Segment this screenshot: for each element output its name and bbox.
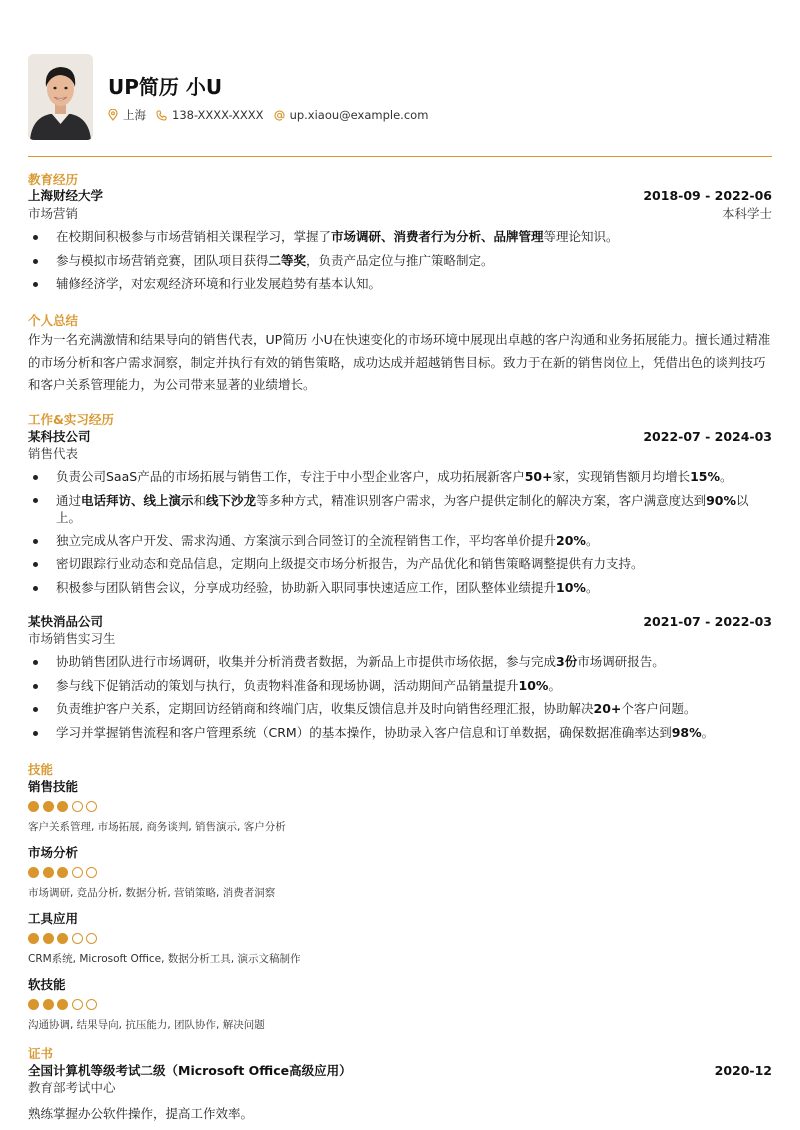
phone-text: 138-XXXX-XXXX [172, 108, 264, 122]
skill-dot-filled [28, 801, 39, 812]
certificate-description: 熟练掌握办公软件操作，提高工作效率。 [28, 1106, 254, 1121]
list-item: 在校期间积极参与市场营销相关课程学习，掌握了市场调研、消费者行为分析、品牌管理等理论知识。 [28, 225, 772, 249]
skill-dot-empty [86, 801, 97, 812]
contact-phone [156, 108, 264, 122]
list-item: 协助销售团队进行市场调研，收集并分析消费者数据，为新品上市提供市场依据，参与完成3份市场调研报告。 [28, 650, 772, 674]
skill-name: 软技能 [28, 977, 66, 992]
list-item: 负责公司SaaS产品的市场拓展与销售工作，专注于中小型企业客户，成功拓展新客户50+家，实现销售额月均增长15%。 [28, 465, 772, 489]
skill-dot-filled [43, 999, 54, 1010]
certificate-name: 全国计算机等级考试二级（Microsoft Office高级应用） [28, 1063, 352, 1078]
certificate-date: 2020-12 [714, 1063, 772, 1078]
skill-dot-empty [86, 933, 97, 944]
job-role: 销售代表 [28, 446, 79, 461]
certificate-issuer: 教育部考试中心 [28, 1080, 116, 1095]
skill-dot-filled [43, 801, 54, 812]
job-bullets [28, 465, 772, 599]
skill-detail: CRM系统, Microsoft Office, 数据分析工具, 演示文稿制作 [28, 953, 301, 965]
skill-dot-empty [72, 801, 83, 812]
skill-detail: 客户关系管理, 市场拓展, 商务谈判, 销售演示, 客户分析 [28, 821, 286, 833]
job-role: 市场销售实习生 [28, 631, 116, 646]
skill-level-dots [28, 933, 101, 945]
list-item: 参与模拟市场营销竞赛，团队项目获得二等奖，负责产品定位与推广策略制定。 [28, 249, 772, 273]
resume-header [28, 54, 772, 144]
avatar [28, 54, 93, 140]
contact-info [108, 106, 438, 124]
candidate-name: UP简历 小U [108, 75, 223, 99]
skill-dot-empty [72, 867, 83, 878]
skill-level-dots [28, 867, 101, 879]
portrait-photo-icon [28, 54, 93, 140]
skill-dot-filled [28, 867, 39, 878]
map-pin-icon [108, 109, 118, 121]
skill-dot-empty [86, 999, 97, 1010]
education-degree: 本科学士 [721, 206, 772, 221]
list-item: 辅修经济学，对宏观经济环境和行业发展趋势有基本认知。 [28, 272, 772, 296]
skill-level-dots [28, 801, 101, 813]
education-bullets [28, 225, 772, 296]
company-name: 某科技公司 [28, 429, 91, 444]
location-text: 上海 [123, 108, 146, 122]
list-item: 积极参与团队销售会议，分享成功经验，协助新入职同事快速适应工作，团队整体业绩提升10%。 [28, 576, 772, 600]
school-name: 上海财经大学 [28, 188, 104, 203]
job-date: 2021-07 - 2022-03 [643, 614, 772, 629]
skill-detail: 沟通协调, 结果导向, 抗压能力, 团队协作, 解决问题 [28, 1019, 265, 1031]
education-date: 2018-09 - 2022-06 [643, 188, 772, 203]
section-title-work: 工作&实习经历 [28, 412, 114, 427]
at-sign-icon [274, 110, 285, 121]
list-item: 独立完成从客户开发、需求沟通、方案演示到合同签订的全流程销售工作，平均客单价提升20%。 [28, 529, 772, 553]
skill-dot-filled [57, 801, 68, 812]
skill-dot-filled [43, 867, 54, 878]
list-item: 学习并掌握销售流程和客户管理系统（CRM）的基本操作，协助录入客户信息和订单数据，确保数据准确率达到98%。 [28, 721, 772, 745]
skill-level-dots [28, 999, 101, 1011]
company-name: 某快消品公司 [28, 614, 104, 629]
skill-dot-empty [86, 867, 97, 878]
summary-text: 作为一名充满激情和结果导向的销售代表，UP简历 小U在快速变化的市场环境中展现出卓越的客户沟通和业务拓展能力。擅长通过精准的市场分析和客户需求洞察，制定并执行有效的销售策略，成功达成并超越销售目标。致力于在新的销售岗位上，凭借出色的谈判技巧和客户关系管理能力，为公司带来显著的业绩增长。 [28, 332, 771, 392]
section-title-certificates: 证书 [28, 1046, 54, 1061]
section-title-summary: 个人总结 [28, 313, 79, 328]
skill-dot-filled [57, 933, 68, 944]
skill-name: 市场分析 [28, 845, 79, 860]
skill-dot-filled [57, 999, 68, 1010]
skill-dot-empty [72, 933, 83, 944]
skill-detail: 市场调研, 竞品分析, 数据分析, 营销策略, 消费者洞察 [28, 887, 276, 899]
job-bullets [28, 650, 772, 744]
skill-name: 工具应用 [28, 911, 79, 926]
email-link[interactable]: up.xiaou@example.com [289, 108, 429, 122]
list-item: 参与线下促销活动的策划与执行，负责物料准备和现场协调，活动期间产品销量提升10%。 [28, 674, 772, 698]
education-major: 市场营销 [28, 206, 79, 221]
skill-dot-filled [57, 867, 68, 878]
skill-dot-filled [28, 933, 39, 944]
list-item: 通过电话拜访、线上演示和线下沙龙等多种方式，精准识别客户需求，为客户提供定制化的解决方案，客户满意度达到90%以上。 [28, 489, 772, 529]
phone-icon [156, 110, 167, 121]
skill-dot-filled [28, 999, 39, 1010]
header-divider [28, 156, 772, 157]
section-title-skills: 技能 [28, 762, 54, 777]
list-item: 负责维护客户关系，定期回访经销商和终端门店，收集反馈信息并及时向销售经理汇报，协助解决20+个客户问题。 [28, 697, 772, 721]
skill-dot-filled [43, 933, 54, 944]
contact-location [108, 107, 146, 123]
skill-name: 销售技能 [28, 779, 79, 794]
list-item: 密切跟踪行业动态和竞品信息，定期向上级提交市场分析报告，为产品优化和销售策略调整提供有力支持。 [28, 552, 772, 576]
contact-email[interactable] [274, 108, 429, 122]
section-title-education: 教育经历 [28, 172, 79, 187]
job-date: 2022-07 - 2024-03 [643, 429, 772, 444]
skill-dot-empty [72, 999, 83, 1010]
